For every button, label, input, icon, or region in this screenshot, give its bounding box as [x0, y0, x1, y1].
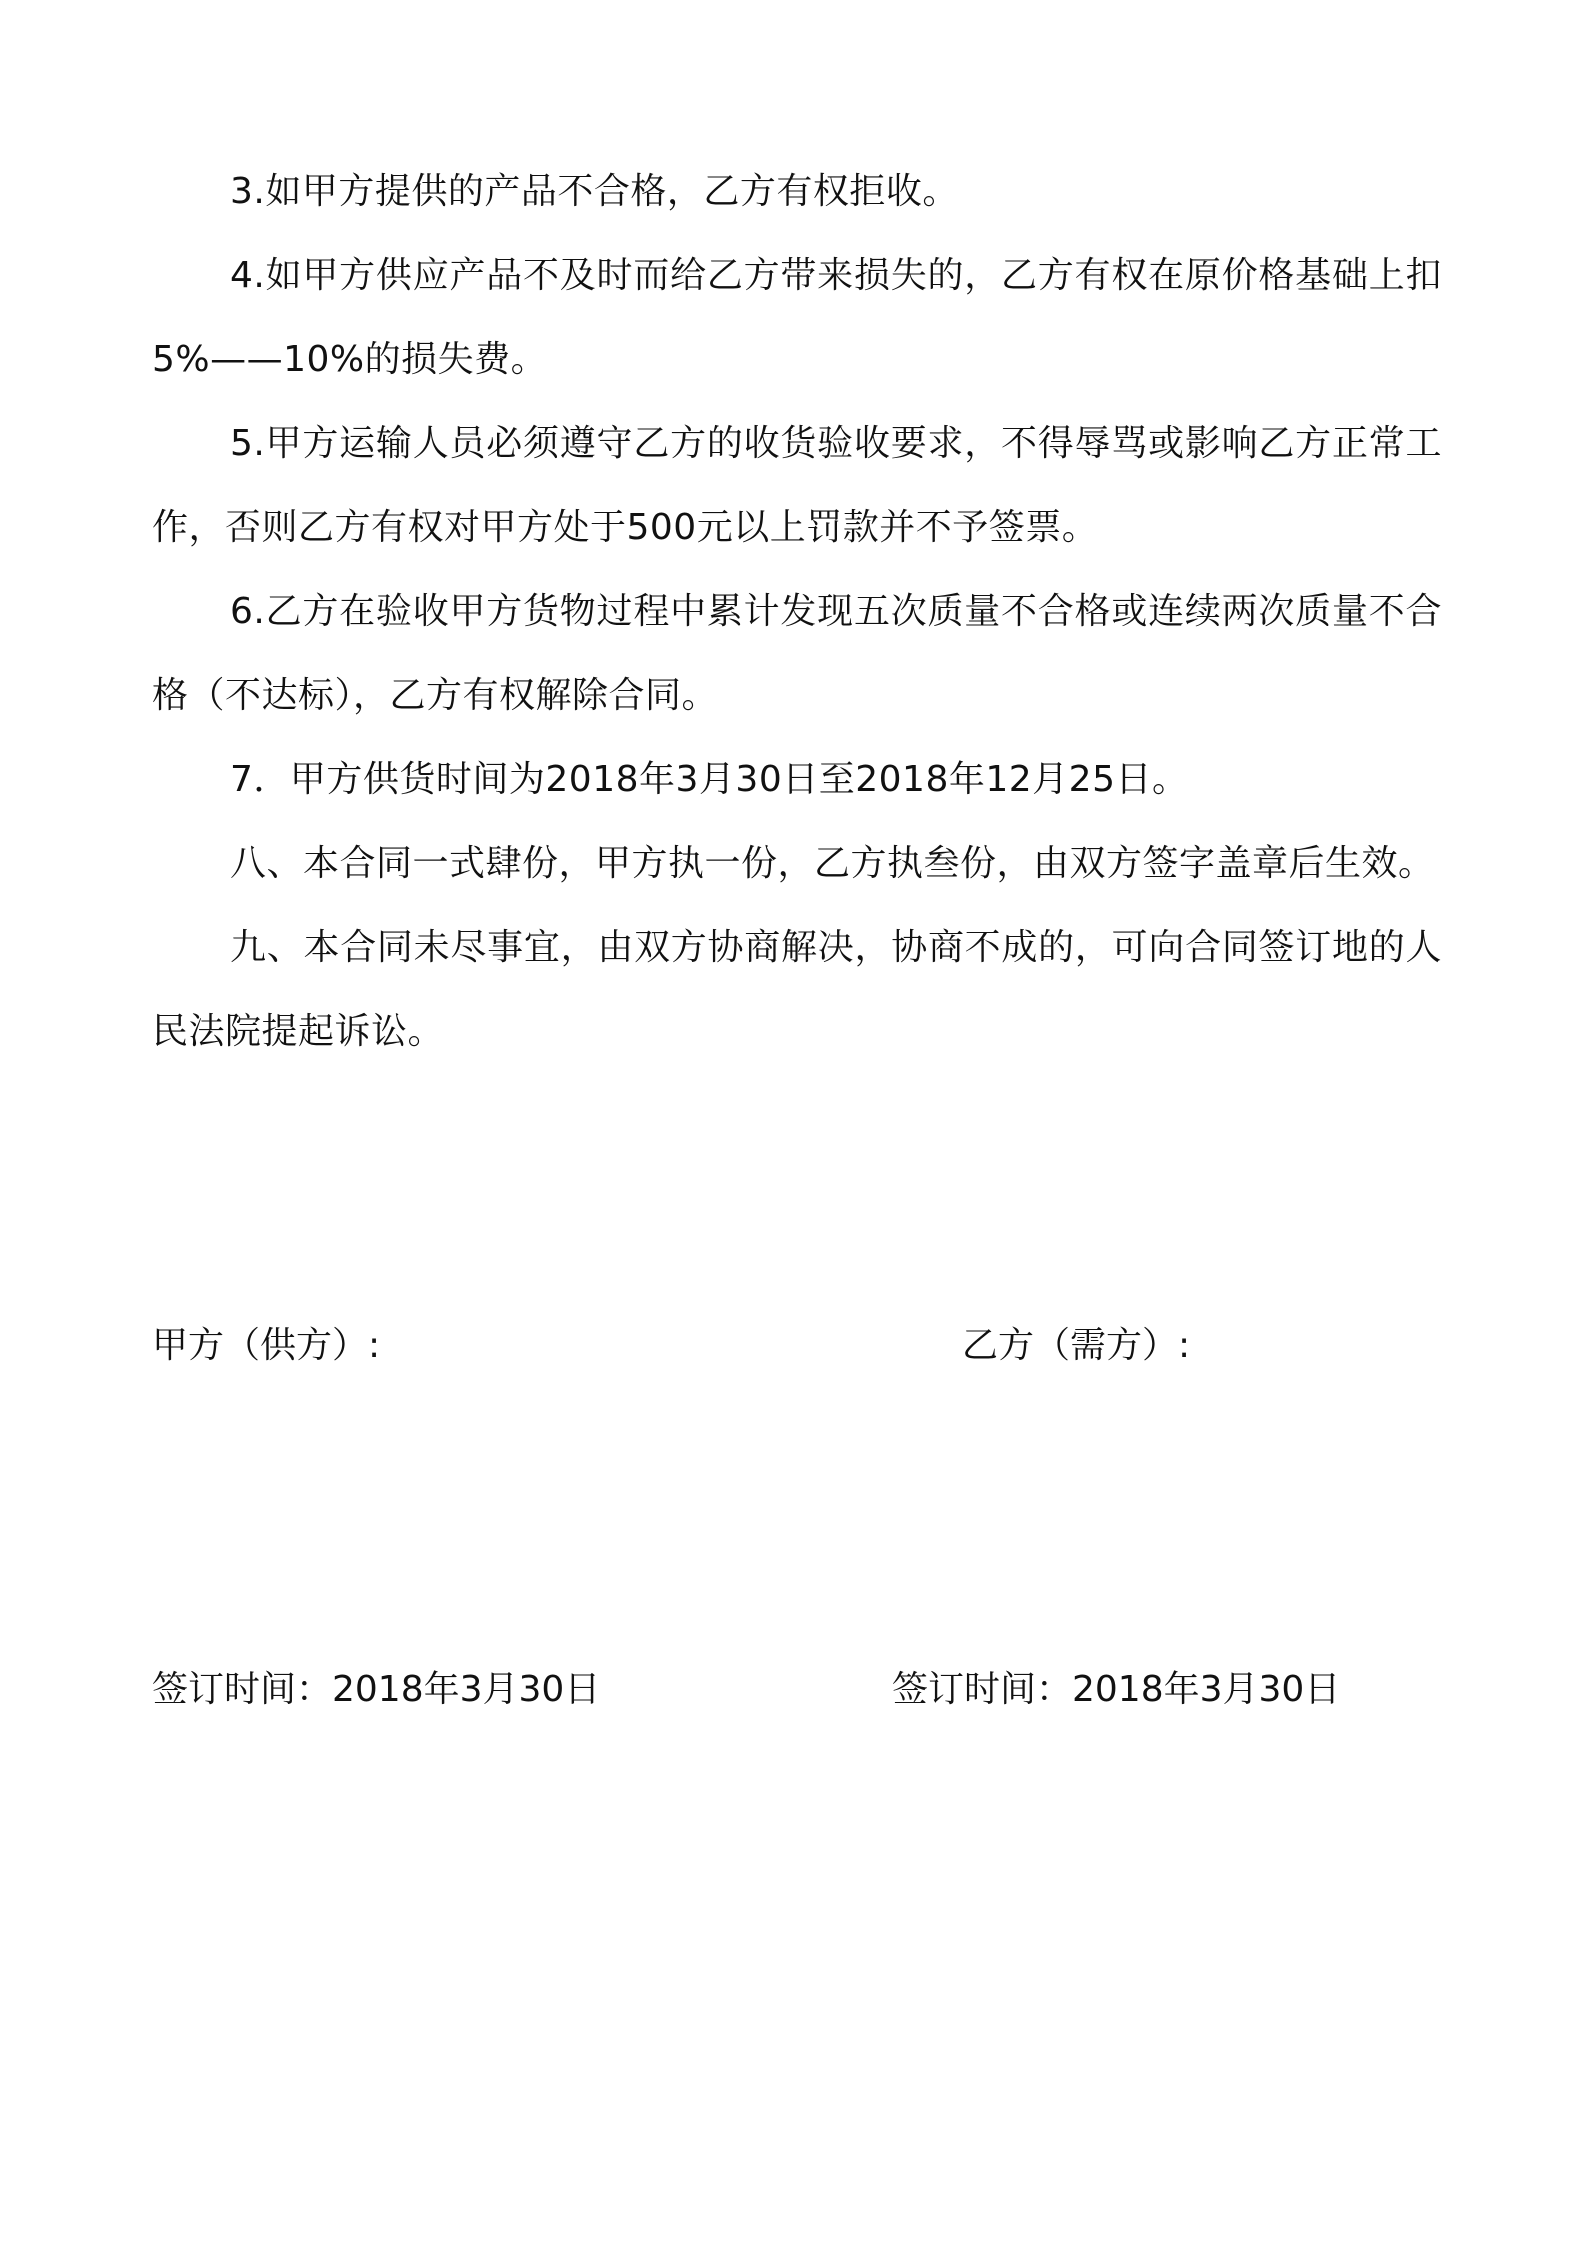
clause-6: 6.乙方在验收甲方货物过程中累计发现五次质量不合格或连续两次质量不合格（不达标），乙方有权解除合同。 [152, 591, 1442, 716]
clause-eight: 八、本合同一式肆份，甲方执一份，乙方执叁份，由双方签字盖章后生效。 [230, 843, 1435, 884]
clause-nine: 九、本合同未尽事宜，由双方协商解决，协商不成的，可向合同签订地的人民法院提起诉讼。 [152, 927, 1442, 1052]
party-b-sign-date: 签订时间：2018年3月30日 [892, 1669, 1341, 1710]
contract-clauses [152, 150, 1442, 1074]
party-b-label: 乙方（需方）: [962, 1325, 1191, 1366]
clause-3: 3.如甲方提供的产品不合格，乙方有权拒收。 [230, 171, 959, 212]
clause-5: 5.甲方运输人员必须遵守乙方的收货验收要求，不得辱骂或影响乙方正常工作，否则乙方有权对甲方处于500元以上罚款并不予签票。 [152, 423, 1442, 548]
party-a-label: 甲方（供方）: [152, 1325, 381, 1366]
party-a-sign-date: 签订时间：2018年3月30日 [152, 1669, 601, 1710]
clause-4: 4.如甲方供应产品不及时而给乙方带来损失的，乙方有权在原价格基础上扣5%——10%的损失费。 [152, 255, 1442, 380]
clause-7: 7．甲方供货时间为2018年3月30日至2018年12月25日。 [230, 759, 1189, 800]
